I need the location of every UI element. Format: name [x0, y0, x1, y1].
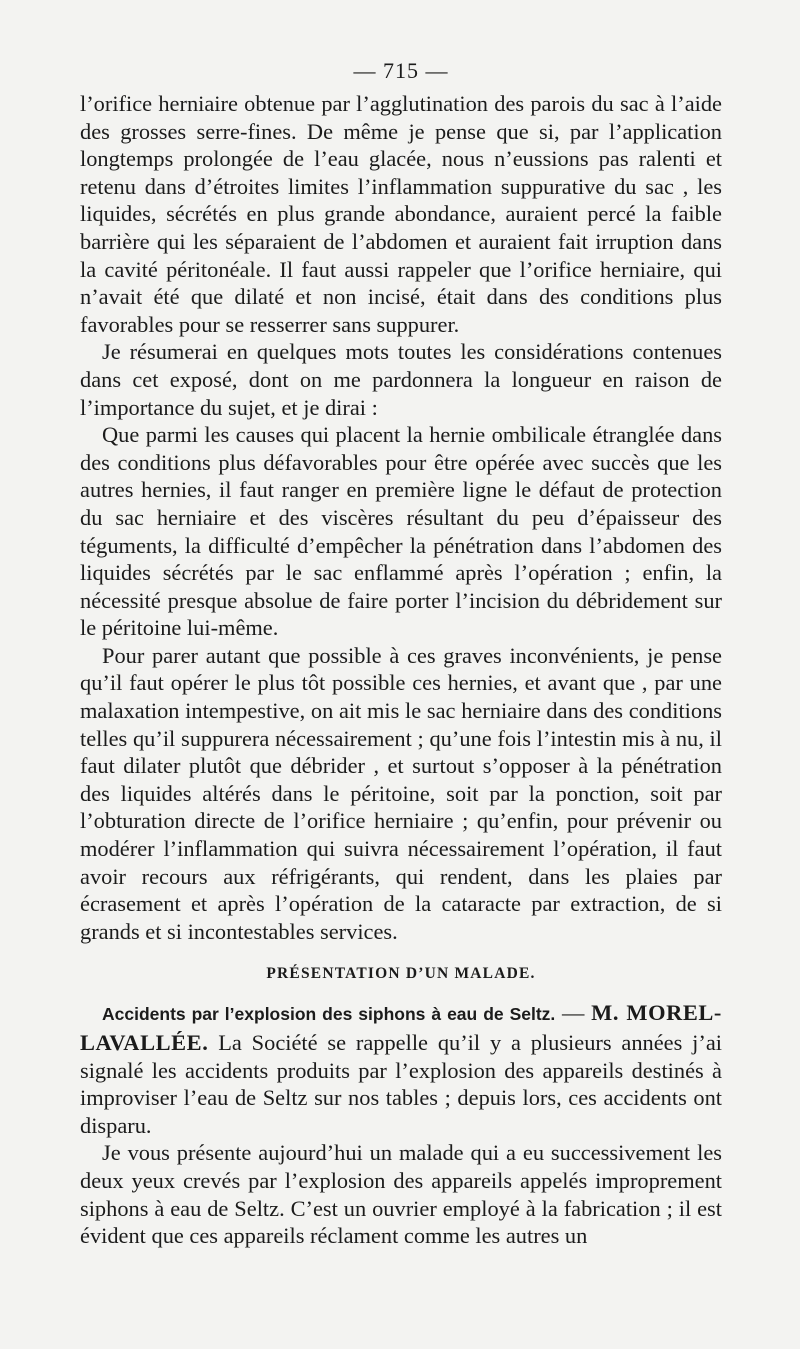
section-heading: PRÉSENTATION D’UN MALADE.	[266, 965, 536, 983]
paragraph-case-intro	[80, 999, 722, 1139]
author-name: M. MOREL-LAVALLÉE.	[80, 1000, 722, 1055]
paragraph-continued: l’orifice herniaire obtenue par l’agglutination des parois du sac à l’aide des grosses serre-fines. De même je pense que si, par l’application longtemps prolongée de l’eau glacée, nous n’eussions pas ralenti et retenu dans d’étroites limites l’inflammation suppurative du sac , les liquides, sécrétés en plus grande abondance, auraient percé la faible barrière qui les séparaient de l’abdomen et auraient fait irruption dans la cavité péritonéale. Il faut aussi rappeler que l’orifice herniaire, qui n’avait été que dilaté et non incisé, était dans des conditions plus favorables pour se resserrer sans suppurer.	[80, 91, 722, 337]
case-title: Accidents par l’explosion des siphons à eau de Seltz.	[102, 1004, 556, 1025]
paragraph-causes: Que parmi les causes qui placent la hernie ombilicale étranglée dans des conditions plus défavorables pour être opérée avec succès que les autres hernies, il faut ranger en première ligne le défaut de protection du sac herniaire et des viscères résultant du peu d’épaisseur des téguments, la difficulté d’empêcher la pénétration dans l’abdomen des liquides sécrétés par le sac enflammé après l’opération ; enfin, la nécessité presque absolue de faire porter l’incision du débridement sur le péritoine lui-même.	[80, 422, 722, 641]
paragraph-recommendations: Pour parer autant que possible à ces graves inconvénients, je pense qu’il faut opérer le plus tôt possible ces hernies, et avant que , par une malaxation intempestive, on ait mis le sac herniaire dans des conditions telles qu’il suppurera nécessairement ; qu’une fois l’intestin mis à nu, il faut dilater plutôt que débrider , et surtout s’opposer à la pénétration des liquides altérés dans le péritoine, soit par la ponction, soit par l’obturation directe de l’orifice herniaire ; qu’enfin, pour prévenir ou modérer l’inflammation qui suivra nécessairement l’opération, il faut avoir recours aux réfrigérants, qui rendent, dans les plaies par écrasement et après l’opération de la cataracte par extraction, de si grands et si incontestables services.	[80, 642, 722, 944]
paragraph-case-patient: Je vous présente aujourd’hui un malade qui a eu successivement les deux yeux crevés par l’explosion des appareils appelés improprement siphons à eau de Seltz. C’est un ouvrier employé à la fabrication ; il est évident que ces appareils réclament comme les autres un	[80, 1140, 722, 1249]
case-intro-text: La Société se rappelle qu’il y a plusieurs années j’ai signalé les accidents produits par l’explosion des appareils destinés à improviser l’eau de Seltz sur nos tables ; depuis lors, ces accidents ont disparu.	[80, 1030, 722, 1138]
page-number: — 715 —	[353, 58, 449, 83]
title-dash: —	[555, 1000, 592, 1026]
paragraph-summary-intro: Je résumerai en quelques mots toutes les considérations contenues dans cet exposé, dont on me pardonnera la longueur en raison de l’importance du sujet, et je dirai :	[80, 339, 722, 420]
